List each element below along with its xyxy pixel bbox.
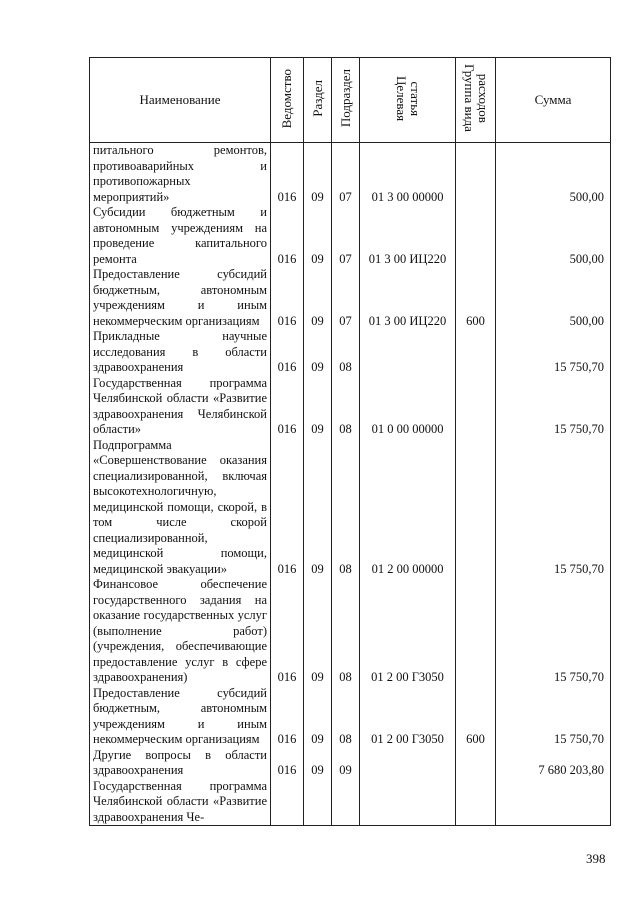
row-name: Предоставление субсидий бюджетным, автономным учреждениям и иным некоммерческим организациям xyxy=(90,686,271,748)
row-expense-group xyxy=(456,438,496,578)
row-expense-group xyxy=(456,779,496,826)
row-target-article xyxy=(360,779,456,826)
row-name: Финансовое обеспечение государственного задания на оказание государственных услуг (выполнение работ) (учреждения, обеспечивающие предоставление услуг в сфере здравоохранения) xyxy=(90,577,271,686)
table-row xyxy=(90,143,611,206)
row-name: Субсидии бюджетным и автономным учреждениям на проведение капитального ремонта xyxy=(90,205,271,267)
row-target-article xyxy=(360,329,456,376)
row-subsection: 07 xyxy=(332,205,360,267)
row-sum xyxy=(496,779,611,826)
header-department: Ведомство xyxy=(271,58,304,143)
row-subsection: 08 xyxy=(332,376,360,438)
row-name: Предоставление субсидий бюджетным, автономным учреждениям и иным некоммерческим организациям xyxy=(90,267,271,329)
table-row xyxy=(90,376,611,438)
page-number: 398 xyxy=(586,851,606,866)
row-department: 016 xyxy=(271,205,304,267)
row-department: 016 xyxy=(271,577,304,686)
row-sum: 500,00 xyxy=(496,205,611,267)
row-subsection: 08 xyxy=(332,438,360,578)
table-row xyxy=(90,686,611,748)
row-subsection: 07 xyxy=(332,267,360,329)
table-row xyxy=(90,329,611,376)
row-sum: 500,00 xyxy=(496,267,611,329)
table-body xyxy=(90,143,611,826)
row-section: 09 xyxy=(304,686,332,748)
row-name: Подпрограмма «Совершенствование оказания специализированной, включая высокотехнологичную, медицинской помощи, скорой, в том числе скорой специализированной, медицинской помощи, медицинской эвакуации» xyxy=(90,438,271,578)
header-subsection: Подраздел xyxy=(332,58,360,143)
budget-table xyxy=(89,57,611,826)
row-section: 09 xyxy=(304,376,332,438)
row-subsection: 08 xyxy=(332,329,360,376)
row-department: 016 xyxy=(271,748,304,779)
row-section: 09 xyxy=(304,143,332,206)
row-sum: 15 750,70 xyxy=(496,686,611,748)
table-row xyxy=(90,205,611,267)
row-department: 016 xyxy=(271,438,304,578)
row-department: 016 xyxy=(271,686,304,748)
row-sum: 15 750,70 xyxy=(496,438,611,578)
header-sum: Сумма xyxy=(496,58,611,143)
row-subsection: 08 xyxy=(332,577,360,686)
row-sum: 7 680 203,80 xyxy=(496,748,611,779)
row-expense-group xyxy=(456,205,496,267)
table-row xyxy=(90,438,611,578)
row-expense-group xyxy=(456,143,496,206)
row-sum: 15 750,70 xyxy=(496,577,611,686)
row-section: 09 xyxy=(304,205,332,267)
table-row xyxy=(90,748,611,779)
row-expense-group xyxy=(456,329,496,376)
header-target-article: Целевая статья xyxy=(360,58,456,143)
row-sum: 500,00 xyxy=(496,143,611,206)
table-row xyxy=(90,577,611,686)
row-department xyxy=(271,779,304,826)
row-section: 09 xyxy=(304,329,332,376)
row-name: Другие вопросы в области здравоохранения xyxy=(90,748,271,779)
row-subsection: 08 xyxy=(332,686,360,748)
table-row xyxy=(90,779,611,826)
row-expense-group xyxy=(456,748,496,779)
row-sum: 15 750,70 xyxy=(496,376,611,438)
row-target-article xyxy=(360,748,456,779)
header-section: Раздел xyxy=(304,58,332,143)
row-name: питального ремонтов, противоаварийных и противопожарных мероприятий» xyxy=(90,143,271,206)
row-expense-group: 600 xyxy=(456,686,496,748)
row-section: 09 xyxy=(304,267,332,329)
row-section xyxy=(304,779,332,826)
row-subsection: 09 xyxy=(332,748,360,779)
row-target-article: 01 2 00 00000 xyxy=(360,438,456,578)
row-target-article: 01 3 00 00000 xyxy=(360,143,456,206)
row-target-article: 01 2 00 Г3050 xyxy=(360,577,456,686)
row-subsection xyxy=(332,779,360,826)
row-expense-group xyxy=(456,376,496,438)
row-target-article: 01 2 00 Г3050 xyxy=(360,686,456,748)
row-target-article: 01 3 00 ИЦ220 xyxy=(360,267,456,329)
row-section: 09 xyxy=(304,748,332,779)
row-department: 016 xyxy=(271,376,304,438)
row-name: Государственная программа Челябинской области «Развитие здравоохранения Челябинской области» xyxy=(90,376,271,438)
row-name: Прикладные научные исследования в области здравоохранения xyxy=(90,329,271,376)
row-department: 016 xyxy=(271,329,304,376)
row-subsection: 07 xyxy=(332,143,360,206)
row-target-article: 01 3 00 ИЦ220 xyxy=(360,205,456,267)
row-expense-group: 600 xyxy=(456,267,496,329)
row-expense-group xyxy=(456,577,496,686)
table-header xyxy=(90,58,611,143)
row-section: 09 xyxy=(304,438,332,578)
row-target-article: 01 0 00 00000 xyxy=(360,376,456,438)
row-section: 09 xyxy=(304,577,332,686)
row-name: Государственная программа Челябинской области «Развитие здравоохранения Че- xyxy=(90,779,271,826)
row-sum: 15 750,70 xyxy=(496,329,611,376)
row-department: 016 xyxy=(271,143,304,206)
header-expense-group: Группа вида расходов xyxy=(456,58,496,143)
table-row xyxy=(90,267,611,329)
row-department: 016 xyxy=(271,267,304,329)
header-name: Наименование xyxy=(90,58,271,143)
